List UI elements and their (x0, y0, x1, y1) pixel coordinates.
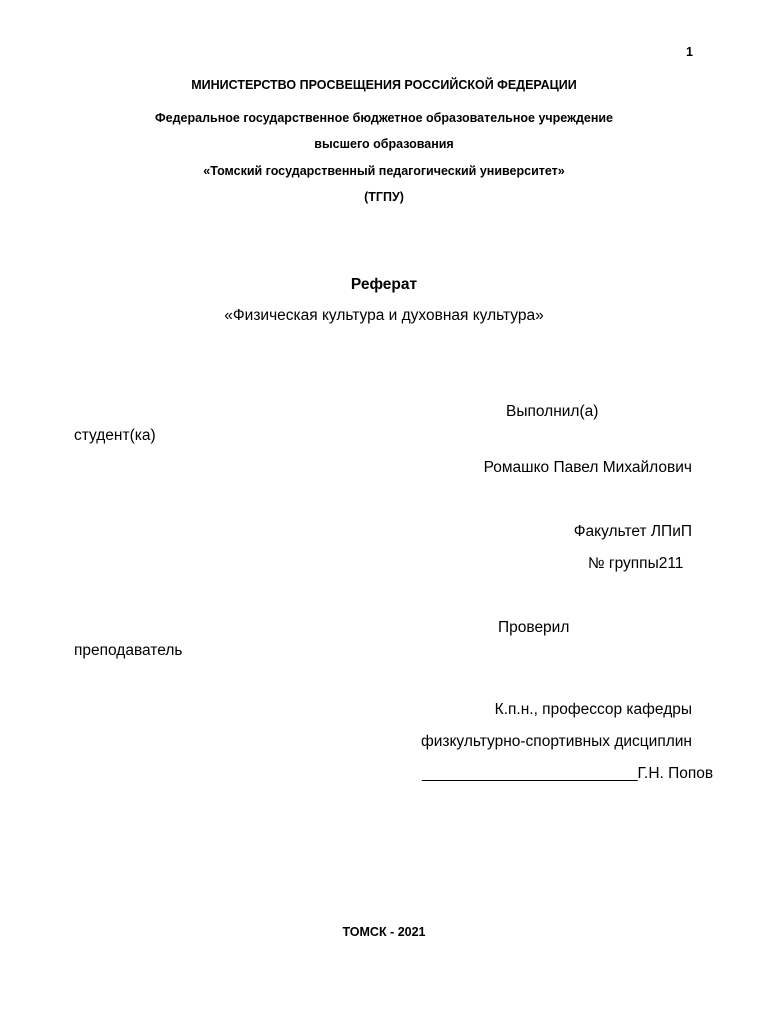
university-name: «Томский государственный педагогический университет» (203, 164, 565, 178)
university-abbr: (ТГПУ) (364, 190, 404, 204)
reviewer-position: К.п.н., профессор кафедры (494, 701, 692, 718)
institution-type: Федеральное государственное бюджетное образовательное учреждение (154, 111, 614, 125)
checked-by-label: Проверил (498, 619, 570, 636)
faculty: Факультет ЛПиП (573, 523, 692, 540)
signature-line: _________________________Г.Н. Попов (422, 765, 714, 782)
student-name: Ромашко Павел Михайлович (483, 459, 692, 476)
document-type: Реферат (350, 276, 418, 293)
student-role: студент(ка) (74, 427, 156, 444)
ministry-heading: МИНИСТЕРСТВО ПРОСВЕЩЕНИЯ РОССИЙСКОЙ ФЕДЕРАЦИИ (191, 78, 577, 92)
city-year: ТОМСК - 2021 (342, 925, 426, 939)
page-number: 1 (686, 45, 693, 59)
reviewer-role: преподаватель (74, 642, 183, 659)
education-level: высшего образования (314, 137, 454, 151)
reviewer-department: физкультурно-спортивных дисциплин (420, 733, 692, 750)
document-topic: «Физическая культура и духовная культура» (224, 307, 544, 324)
group-number: № группы211 (588, 555, 684, 572)
completed-by-label: Выполнил(а) (506, 403, 599, 420)
